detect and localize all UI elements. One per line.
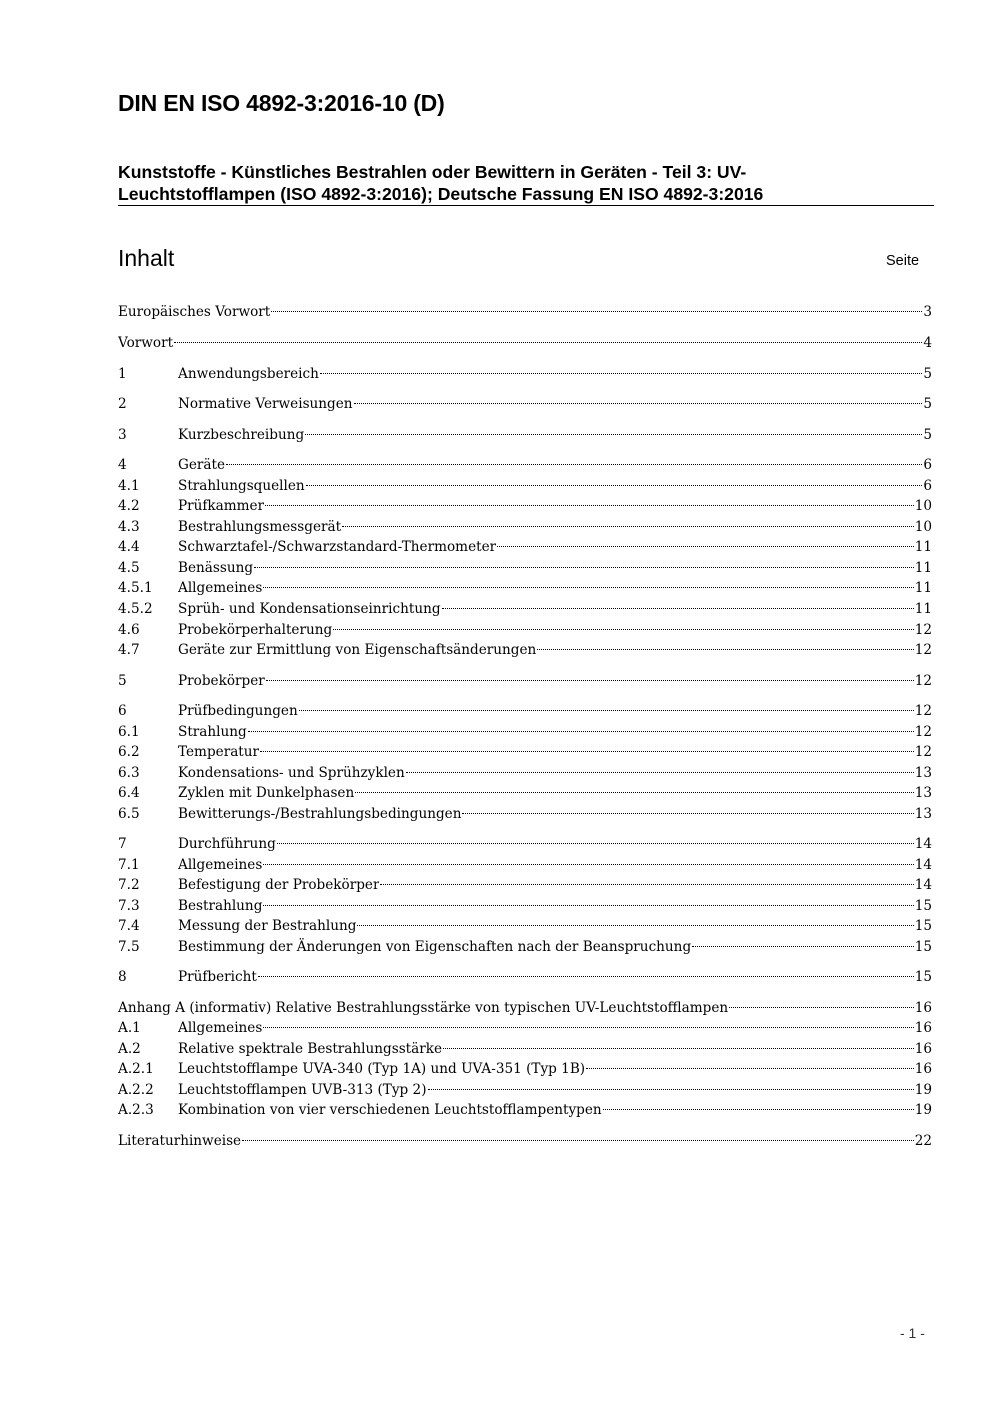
toc-dot-leader bbox=[497, 545, 914, 547]
toc-entry[interactable] bbox=[118, 834, 932, 854]
toc-dot-leader bbox=[537, 648, 913, 650]
toc-entry-page: 13 bbox=[914, 765, 932, 781]
toc-entry-number: 4.1 bbox=[118, 478, 140, 494]
subtitle-line-2: Leuchtstofflampen (ISO 4892-3:2016); Deutsche Fassung EN ISO 4892-3:2016 bbox=[118, 184, 764, 204]
toc-dot-leader bbox=[342, 525, 914, 527]
toc-entry-number: 8 bbox=[118, 969, 127, 985]
toc-dot-leader bbox=[260, 750, 914, 752]
document-title: DIN EN ISO 4892-3:2016-10 (D) bbox=[118, 90, 445, 116]
toc-entry-title: Bestrahlungsmessgerät bbox=[178, 519, 342, 535]
toc-entry-number: 4.6 bbox=[118, 622, 140, 638]
toc-entry-number: 4.4 bbox=[118, 539, 140, 555]
toc-dot-leader bbox=[258, 975, 914, 977]
toc-entry-number: 7.3 bbox=[118, 898, 140, 914]
toc-entry-title: Zyklen mit Dunkelphasen bbox=[178, 785, 355, 801]
toc-entry[interactable] bbox=[118, 537, 932, 557]
title-divider bbox=[118, 205, 934, 206]
toc-entry-page: 15 bbox=[914, 939, 932, 955]
toc-entry-page: 6 bbox=[923, 478, 932, 494]
toc-entry[interactable] bbox=[118, 455, 932, 475]
toc-entry-page: 14 bbox=[914, 877, 932, 893]
toc-entry-title: Prüfbericht bbox=[178, 969, 257, 985]
toc-entry[interactable] bbox=[118, 722, 932, 742]
toc-entry[interactable] bbox=[118, 916, 932, 936]
toc-entry-page: 15 bbox=[914, 918, 932, 934]
toc-dot-leader bbox=[263, 586, 913, 588]
toc-entry-number: 7.2 bbox=[118, 877, 140, 893]
toc-entry-number: A.2.2 bbox=[118, 1082, 154, 1098]
toc-entry[interactable] bbox=[118, 896, 932, 916]
toc-entry-title: Leuchtstofflampen UVB-313 (Typ 2) bbox=[178, 1082, 427, 1098]
toc-entry-page: 14 bbox=[914, 857, 932, 873]
toc-dot-leader bbox=[242, 1139, 914, 1141]
toc-dot-leader bbox=[443, 1047, 914, 1049]
toc-entry-title: Allgemeines bbox=[178, 857, 263, 873]
toc-dot-leader bbox=[357, 924, 913, 926]
toc-entry[interactable] bbox=[118, 742, 932, 762]
toc-entry-title: Bewitterungs-/Bestrahlungsbedingungen bbox=[178, 806, 462, 822]
toc-entry-page: 11 bbox=[914, 560, 932, 576]
toc-dot-leader bbox=[263, 1026, 913, 1028]
page-number: - 1 - bbox=[900, 1325, 925, 1341]
toc-entry-page: 16 bbox=[914, 1041, 932, 1057]
toc-entry-title: Vorwort bbox=[118, 335, 174, 351]
toc-entry-title: Bestimmung der Änderungen von Eigenschaften nach der Beanspruchung bbox=[178, 939, 692, 955]
toc-entry[interactable] bbox=[118, 998, 932, 1018]
toc-entry-page: 15 bbox=[914, 898, 932, 914]
toc-entry[interactable] bbox=[118, 967, 932, 987]
toc-entry[interactable] bbox=[118, 1100, 932, 1120]
toc-dot-leader bbox=[462, 812, 913, 814]
toc-entry-number: 6.3 bbox=[118, 765, 140, 781]
toc-dot-leader bbox=[442, 607, 914, 609]
toc-entry-title: Allgemeines bbox=[178, 580, 263, 596]
toc-entry-number: 4.7 bbox=[118, 642, 140, 658]
toc-entry-number: 7.4 bbox=[118, 918, 140, 934]
toc-entry-page: 3 bbox=[923, 304, 932, 320]
toc-entry[interactable] bbox=[118, 1131, 932, 1151]
toc-dot-leader bbox=[692, 945, 914, 947]
document-subtitle bbox=[118, 161, 938, 205]
toc-entry-page: 10 bbox=[914, 498, 932, 514]
toc-entry-page: 14 bbox=[914, 836, 932, 852]
toc-entry-title: Kurzbeschreibung bbox=[178, 427, 305, 443]
toc-entry-title: Kondensations- und Sprühzyklen bbox=[178, 765, 405, 781]
toc-entry-page: 12 bbox=[914, 724, 932, 740]
toc-entry-page: 16 bbox=[914, 1061, 932, 1077]
toc-entry-page: 13 bbox=[914, 806, 932, 822]
toc-entry[interactable] bbox=[118, 578, 932, 598]
toc-dot-leader bbox=[226, 463, 922, 465]
toc-entry[interactable] bbox=[118, 937, 932, 957]
toc-entry-title: Normative Verweisungen bbox=[178, 396, 353, 412]
toc-entry[interactable] bbox=[118, 364, 932, 384]
toc-dot-leader bbox=[299, 709, 914, 711]
toc-entry-title: Bestrahlung bbox=[178, 898, 263, 914]
toc-entry-page: 12 bbox=[914, 673, 932, 689]
toc-entry-page: 22 bbox=[914, 1133, 932, 1149]
toc-entry-title: Schwarztafel-/Schwarzstandard-Thermometer bbox=[178, 539, 497, 555]
toc-entry-page: 11 bbox=[914, 539, 932, 555]
toc-entry-number: A.2 bbox=[118, 1041, 141, 1057]
toc-entry-page: 13 bbox=[914, 785, 932, 801]
toc-entry-title: Anhang A (informativ) Relative Bestrahlungsstärke von typischen UV-Leuchtstofflampen bbox=[118, 1000, 729, 1016]
toc-entry-page: 5 bbox=[923, 427, 932, 443]
toc-entry[interactable] bbox=[118, 558, 932, 578]
toc-entry[interactable] bbox=[118, 671, 932, 691]
toc-entry-title: Messung der Bestrahlung bbox=[178, 918, 357, 934]
toc-entry[interactable] bbox=[118, 620, 932, 640]
toc-dot-leader bbox=[320, 372, 922, 374]
toc-entry[interactable] bbox=[118, 476, 932, 496]
toc-entry[interactable] bbox=[118, 1039, 932, 1059]
toc-entry[interactable] bbox=[118, 875, 932, 895]
toc-dot-leader bbox=[406, 771, 914, 773]
toc-entry-page: 5 bbox=[923, 366, 932, 382]
toc-dot-leader bbox=[248, 730, 914, 732]
toc-entry-title: Probekörper bbox=[178, 673, 265, 689]
toc-entry-page: 6 bbox=[923, 457, 932, 473]
toc-entry[interactable] bbox=[118, 783, 932, 803]
toc-entry-page: 5 bbox=[923, 396, 932, 412]
toc-entry-title: Sprüh- und Kondensationseinrichtung bbox=[178, 601, 441, 617]
toc-dot-leader bbox=[271, 310, 922, 312]
toc-entry-title: Relative spektrale Bestrahlungsstärke bbox=[178, 1041, 443, 1057]
toc-entry-title: Kombination von vier verschiedenen Leuchtstofflampentypen bbox=[178, 1102, 602, 1118]
toc-entry-title: Benässung bbox=[178, 560, 254, 576]
toc-dot-leader bbox=[603, 1108, 914, 1110]
toc-entry-page: 15 bbox=[914, 969, 932, 985]
toc-dot-leader bbox=[174, 341, 922, 343]
toc-entry-page: 16 bbox=[914, 1020, 932, 1036]
toc-entry[interactable] bbox=[118, 425, 932, 445]
toc-entry-title: Befestigung der Probekörper bbox=[178, 877, 380, 893]
toc-entry-page: 12 bbox=[914, 703, 932, 719]
toc-entry[interactable] bbox=[118, 763, 932, 783]
toc-entry-number: 6.2 bbox=[118, 744, 140, 760]
toc-entry-number: 4.5 bbox=[118, 560, 140, 576]
toc-entry-number: 4.3 bbox=[118, 519, 140, 535]
toc-entry-number: 7 bbox=[118, 836, 127, 852]
toc-entry-title: Temperatur bbox=[178, 744, 260, 760]
toc-entry-number: 6.5 bbox=[118, 806, 140, 822]
toc-entry[interactable] bbox=[118, 394, 932, 414]
toc-entry-number: 5 bbox=[118, 673, 127, 689]
toc-dot-leader bbox=[305, 433, 922, 435]
toc-dot-leader bbox=[428, 1088, 914, 1090]
toc-dot-leader bbox=[306, 484, 923, 486]
toc-heading: Inhalt bbox=[118, 245, 175, 271]
toc-dot-leader bbox=[254, 566, 914, 568]
toc-entry-page: 12 bbox=[914, 642, 932, 658]
toc-entry-page: 10 bbox=[914, 519, 932, 535]
toc-entry-title: Literaturhinweise bbox=[118, 1133, 242, 1149]
toc-dot-leader bbox=[333, 628, 914, 630]
toc-entry-title: Durchführung bbox=[178, 836, 276, 852]
toc-entry-page: 19 bbox=[914, 1082, 932, 1098]
toc-entry-number: 6 bbox=[118, 703, 127, 719]
toc-entry-number: 1 bbox=[118, 366, 127, 382]
toc-entry[interactable] bbox=[118, 855, 932, 875]
toc-entry-title: Geräte zur Ermittlung von Eigenschaftsänderungen bbox=[178, 642, 537, 658]
toc-entry-number: 6.1 bbox=[118, 724, 140, 740]
toc-entry-page: 19 bbox=[914, 1102, 932, 1118]
toc-entry[interactable] bbox=[118, 599, 932, 619]
toc-entry-title: Probekörperhalterung bbox=[178, 622, 333, 638]
toc-entry-number: A.2.3 bbox=[118, 1102, 154, 1118]
toc-entry-number: 2 bbox=[118, 396, 127, 412]
toc-entry-title: Prüfkammer bbox=[178, 498, 265, 514]
toc-entry-number: 4.5.1 bbox=[118, 580, 153, 596]
toc-entry[interactable] bbox=[118, 1018, 932, 1038]
toc-entry-number: A.2.1 bbox=[118, 1061, 154, 1077]
toc-dot-leader bbox=[277, 842, 914, 844]
toc-dot-leader bbox=[355, 791, 913, 793]
toc-entry-title: Prüfbedingungen bbox=[178, 703, 298, 719]
toc-entry[interactable] bbox=[118, 496, 932, 516]
toc-dot-leader bbox=[729, 1006, 914, 1008]
toc-entry-page: 4 bbox=[923, 335, 932, 351]
toc-dot-leader bbox=[263, 904, 913, 906]
toc-entry[interactable] bbox=[118, 640, 932, 660]
toc-entry-number: A.1 bbox=[118, 1020, 141, 1036]
toc-page-column-label: Seite bbox=[886, 253, 920, 269]
toc-entry[interactable] bbox=[118, 1059, 932, 1079]
toc-entry-title: Strahlungsquellen bbox=[178, 478, 305, 494]
toc-entry-number: 4.2 bbox=[118, 498, 140, 514]
toc-entry[interactable] bbox=[118, 701, 932, 721]
toc-entry-page: 12 bbox=[914, 622, 932, 638]
toc-entry-page: 11 bbox=[914, 580, 932, 596]
toc-entry-title: Anwendungsbereich bbox=[178, 366, 319, 382]
toc-entry-title: Allgemeines bbox=[178, 1020, 263, 1036]
toc-entry-title: Geräte bbox=[178, 457, 226, 473]
toc-entry-number: 7.5 bbox=[118, 939, 140, 955]
toc-entry-title: Leuchtstofflampe UVA-340 (Typ 1A) und UVA-351 (Typ 1B) bbox=[178, 1061, 586, 1077]
toc-entry[interactable] bbox=[118, 333, 932, 353]
toc-entry[interactable] bbox=[118, 517, 932, 537]
toc-dot-leader bbox=[586, 1067, 914, 1069]
toc-entry-number: 7.1 bbox=[118, 857, 140, 873]
toc-dot-leader bbox=[266, 679, 914, 681]
toc-entry-page: 16 bbox=[914, 1000, 932, 1016]
toc-dot-leader bbox=[263, 863, 913, 865]
toc-entry-page: 12 bbox=[914, 744, 932, 760]
toc-entry[interactable] bbox=[118, 804, 932, 824]
toc-entry-number: 4.5.2 bbox=[118, 601, 153, 617]
toc-entry-title: Europäisches Vorwort bbox=[118, 304, 271, 320]
toc-entry-title: Strahlung bbox=[178, 724, 247, 740]
toc-entry-page: 11 bbox=[914, 601, 932, 617]
toc-entry[interactable] bbox=[118, 1080, 932, 1100]
toc-dot-leader bbox=[380, 883, 913, 885]
toc-entry-number: 6.4 bbox=[118, 785, 140, 801]
toc-dot-leader bbox=[354, 402, 923, 404]
toc-dot-leader bbox=[265, 504, 914, 506]
subtitle-line-1: Kunststoffe - Künstliches Bestrahlen oder Bewittern in Geräten - Teil 3: UV- bbox=[118, 162, 747, 182]
toc-entry-number: 3 bbox=[118, 427, 127, 443]
toc-entry-number: 4 bbox=[118, 457, 127, 473]
toc-entry[interactable] bbox=[118, 302, 932, 322]
